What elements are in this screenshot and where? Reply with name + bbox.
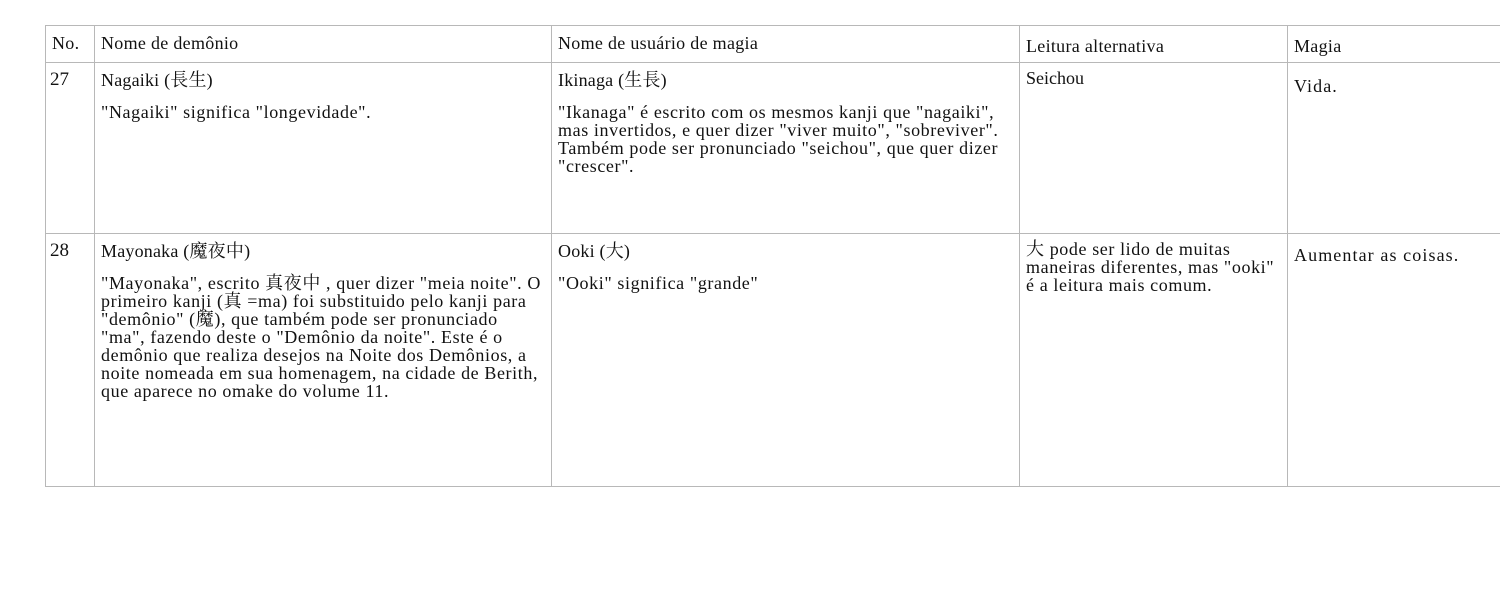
magic: Aumentar as coisas.: [1294, 245, 1460, 265]
magic-table: [45, 25, 1500, 487]
header-user-name: Nome de usuário de magia: [558, 33, 759, 53]
header-user-name-cell: [552, 26, 1020, 63]
alt-reading-cell: [1020, 234, 1288, 487]
user-description: "Ooki" significa "grande": [558, 273, 759, 293]
alt-reading: Seichou: [1026, 68, 1084, 88]
demon-name-cell: [95, 63, 552, 234]
user-name-cell: [552, 234, 1020, 487]
header-alt-reading-cell: [1020, 26, 1288, 63]
row-no-cell: [46, 234, 95, 487]
magic: Vida.: [1294, 76, 1338, 96]
user-description: "Ikanaga" é escrito com os mesmos kanji que "nagaiki", mas invertidos, e quer dizer "viver muito", "sobreviver". Também pode ser pronunciado "seichou", que quer dizer "crescer".: [558, 102, 999, 176]
header-no: No.: [52, 33, 80, 53]
demon-name-cell: [95, 234, 552, 487]
user-name-cell: [552, 63, 1020, 234]
magic-cell: [1288, 234, 1500, 487]
table-header-row: [46, 26, 1500, 63]
header-alt-reading: Leitura alternativa: [1026, 36, 1165, 56]
user-name: Ikinaga (生長): [558, 70, 667, 90]
table-row: [46, 234, 1500, 487]
header-demon-name: Nome de demônio: [101, 33, 239, 53]
magic-table-container: [45, 25, 1500, 487]
header-magic: Magia: [1294, 36, 1342, 56]
user-name: Ooki (大): [558, 241, 631, 261]
header-magic-cell: [1288, 26, 1500, 63]
demon-name: Nagaiki (長生): [101, 70, 213, 90]
row-number: 27: [50, 69, 69, 90]
magic-cell: [1288, 63, 1500, 234]
alt-reading: 大 pode ser lido de muitas maneiras diferentes, mas "ooki" é a leitura mais comum.: [1026, 239, 1275, 295]
row-no-cell: [46, 63, 95, 234]
demon-name: Mayonaka (魔夜中): [101, 241, 251, 261]
alt-reading-cell: [1020, 63, 1288, 234]
table-row: [46, 63, 1500, 234]
demon-description: "Nagaiki" significa "longevidade".: [101, 102, 372, 122]
row-number: 28: [50, 240, 69, 261]
header-no-cell: [46, 26, 95, 63]
header-demon-name-cell: [95, 26, 552, 63]
demon-description: "Mayonaka", escrito 真夜中 , quer dizer "meia noite". O primeiro kanji (真 =ma) foi substituido pelo kanji para "demônio" (魔), que também pode ser pronunciado "ma", fazendo deste o "Demônio da noite". Este é o demônio que realiza desejos na Noite dos Demônios, a noite nomeada em sua homenagem, na cidade de Berith, que aparece no omake do volume 11.: [101, 273, 541, 401]
